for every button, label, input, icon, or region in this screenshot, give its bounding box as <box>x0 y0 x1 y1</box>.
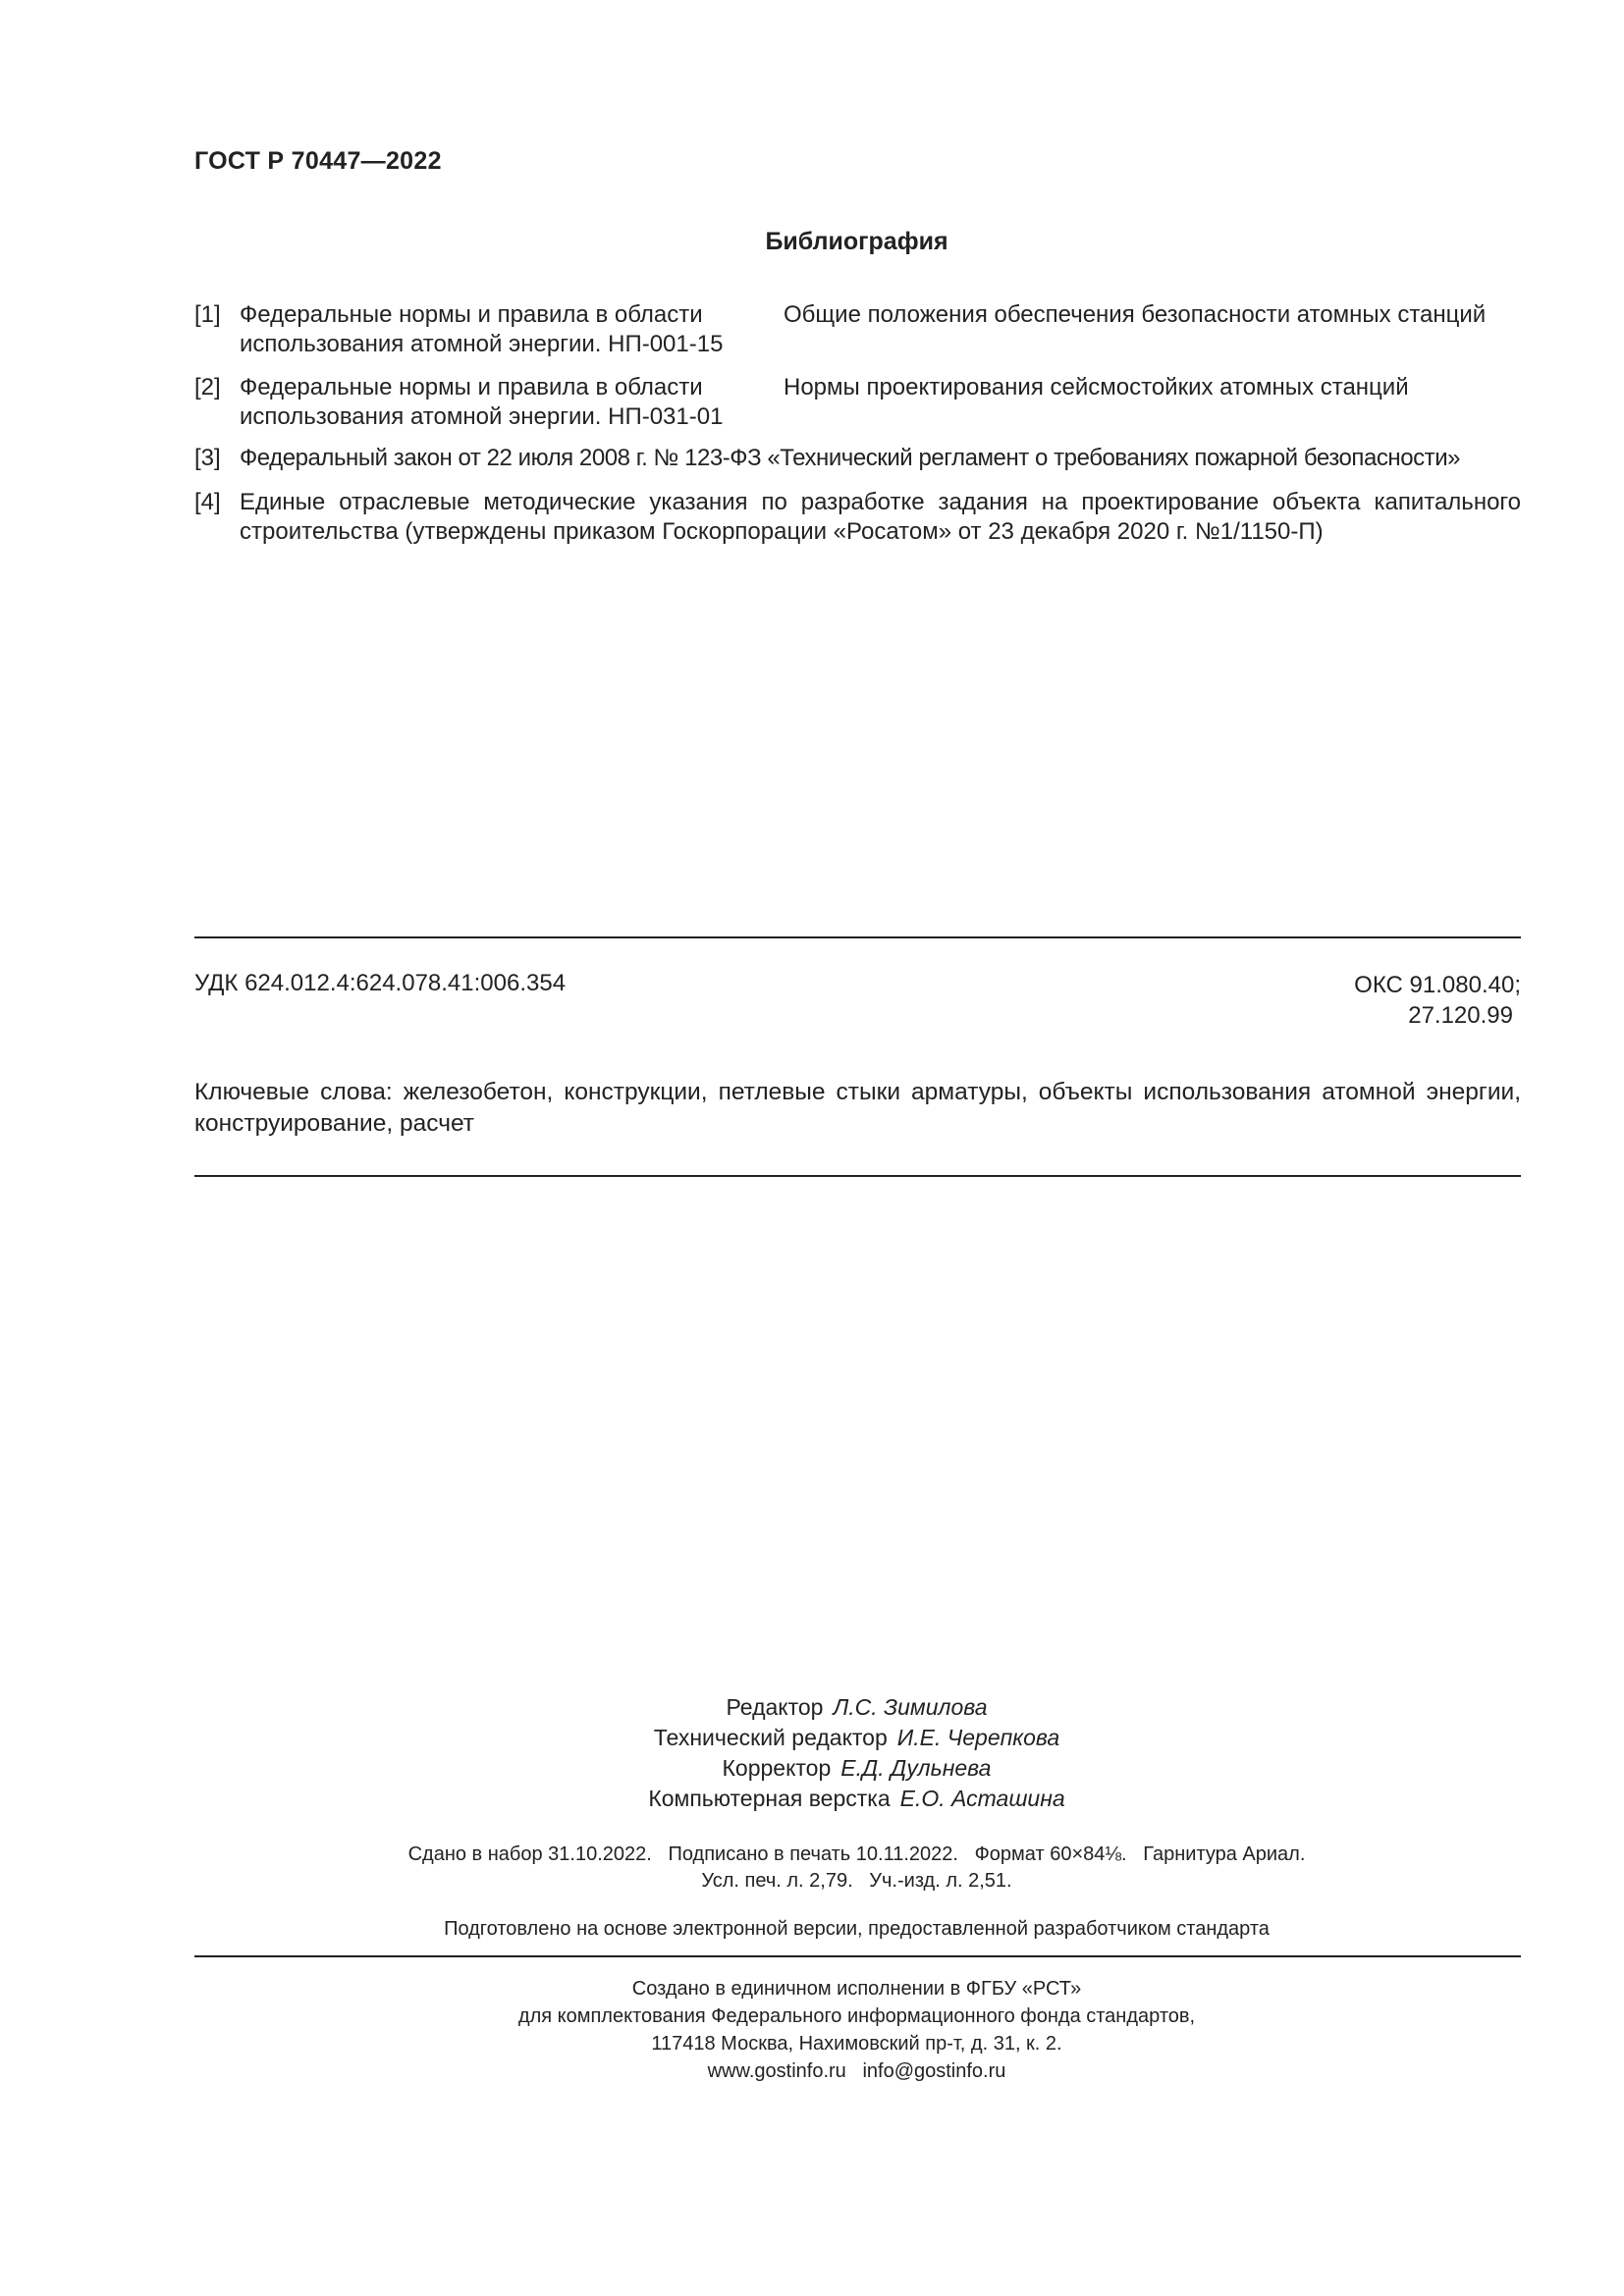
credit-line <box>0 1784 1624 1814</box>
divider-middle <box>194 1175 1521 1177</box>
udk-code: УДК 624.012.4:624.078.41:006.354 <box>194 970 567 996</box>
credit-role: Корректор <box>722 1755 832 1781</box>
credit-role: Редактор <box>726 1694 824 1720</box>
entry-number: [2] <box>194 374 221 400</box>
publisher-footer <box>0 1975 1624 2085</box>
bibliography-entry <box>0 300 1624 361</box>
bibliography-entry <box>0 373 1624 434</box>
entry-text: Единые отраслевые методические указания по разработке задания на проектирование объекта капитального строительства (утверждены приказом Госкорпорации «Росатом» от 23 декабря 2020 г. №1/1150-П) <box>240 489 1521 545</box>
divider-bottom <box>194 1955 1521 1957</box>
oks-code <box>1354 970 1521 1031</box>
credit-role: Технический редактор <box>653 1725 888 1750</box>
bibliography-entry <box>0 488 1624 549</box>
document-code: ГОСТ Р 70447—2022 <box>194 147 442 175</box>
entry-source-line: Федеральные нормы и правила в области <box>240 374 703 400</box>
entry-number: [1] <box>194 301 221 328</box>
print-info <box>0 1842 1624 1895</box>
divider-top <box>194 936 1521 938</box>
credit-person: И.Е. Черепкова <box>896 1725 1060 1750</box>
bibliography-title: Библиография <box>765 228 948 255</box>
credit-line <box>0 1753 1624 1784</box>
entry-number: [3] <box>194 445 221 471</box>
oks-line: 27.120.99 <box>1408 1002 1513 1029</box>
keywords: Ключевые слова: железобетон, конструкции, петлевые стыки арматуры, объекты использования атомной энергии, конструирование, расчет <box>194 1079 1521 1137</box>
bibliography-entry <box>0 444 1624 475</box>
credit-person: Е.О. Асташина <box>899 1786 1065 1811</box>
footer-line: 117418 Москва, Нахимовский пр-т, д. 31, к. 2. <box>651 2033 1062 2055</box>
footer-contacts: www.gostinfo.ru info@gostinfo.ru <box>707 2060 1006 2082</box>
entry-source-line: Федеральные нормы и правила в области <box>240 301 703 328</box>
credit-line <box>0 1723 1624 1753</box>
entry-text: Федеральный закон от 22 июля 2008 г. № 123-ФЗ «Технический регламент о требованиях пожарной безопасности» <box>240 445 1461 471</box>
credit-person: Е.Д. Дульнева <box>840 1755 992 1781</box>
entry-title: Нормы проектирования сейсмостойких атомных станций <box>784 374 1409 400</box>
entry-source-line: использования атомной энергии. НП-031-01 <box>240 403 724 430</box>
entry-source-line: использования атомной энергии. НП-001-15 <box>240 331 724 357</box>
credit-line <box>0 1692 1624 1723</box>
entry-source <box>240 300 750 359</box>
oks-line: ОКС 91.080.40; <box>1354 972 1521 998</box>
entry-source <box>240 373 750 432</box>
credit-person: Л.С. Зимилова <box>833 1694 988 1720</box>
footer-line: для комплектования Федерального информационного фонда стандартов, <box>517 2005 1196 2027</box>
credit-role: Компьютерная верстка <box>648 1786 891 1811</box>
entry-title: Общие положения обеспечения безопасности атомных станций <box>784 301 1487 328</box>
prepared-note: Подготовлено на основе электронной версии, предоставленной разработчиком стандарта <box>444 1918 1270 1940</box>
print-info-line: Усл. печ. л. 2,79. Уч.-изд. л. 2,51. <box>701 1870 1012 1892</box>
print-info-line: Сдано в набор 31.10.2022. Подписано в печать 10.11.2022. Формат 60×84⅛. Гарнитура Ариал. <box>407 1843 1306 1865</box>
footer-line: Создано в единичном исполнении в ФГБУ «РСТ» <box>631 1978 1082 2000</box>
credits <box>0 1692 1624 1814</box>
entry-number: [4] <box>194 489 221 515</box>
